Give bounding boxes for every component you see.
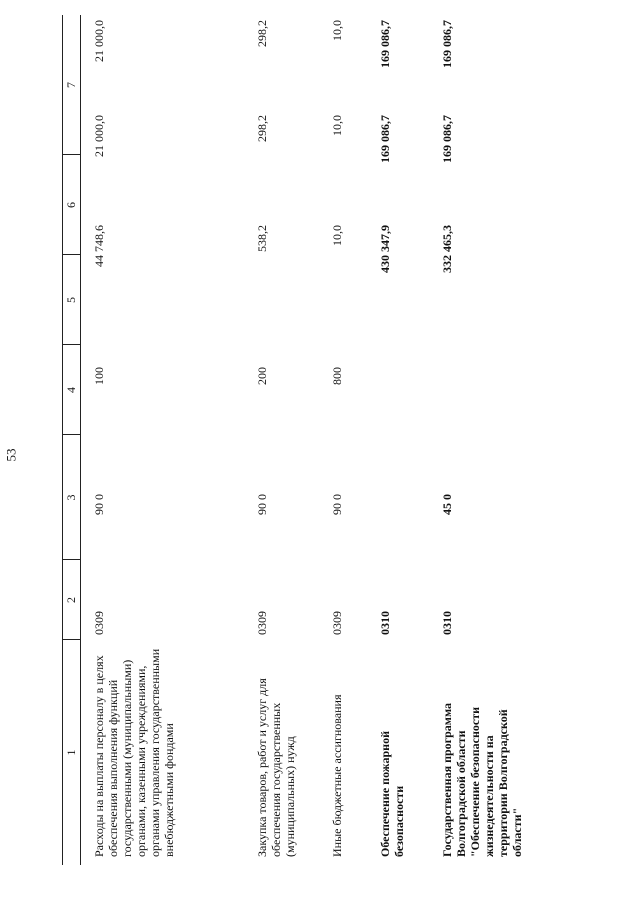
row-amount-col7: 169 086,7 [378,20,392,68]
row-description: Обеспечение пожарной безопасности [378,731,406,857]
row-description: Государственная программа Волгоградской области "Обеспечение безопасности жизнедеятельности на территории Волгоградской области" [440,702,524,857]
row-target-article: 90 0 [330,494,344,515]
row-amount-col5: 430 347,9 [378,225,392,273]
row-amount-col7: 10,0 [330,20,344,41]
row-description: Иные бюджетные ассигнования [330,694,344,857]
row-target-article: 90 0 [92,494,106,515]
header-col-6: 6 [63,202,78,208]
row-amount-col5: 44 748,6 [92,225,106,267]
row-section-code: 0309 [330,611,344,635]
row-amount-col5: 332 465,3 [440,225,454,273]
header-col-3: 3 [63,494,78,501]
row-section-code: 0309 [255,611,269,635]
row-amount-col6: 21 000,0 [92,115,106,157]
row-section-code: 0310 [378,611,392,635]
row-amount-col7: 21 000,0 [92,20,106,62]
row-expense-type: 200 [255,367,269,385]
row-amount-col6: 169 086,7 [378,115,392,163]
row-section-code: 0309 [92,611,106,635]
row-amount-col5: 538,2 [255,225,269,252]
header-col-2: 2 [63,597,78,603]
row-description: Закупка товаров, работ и услуг для обеспечения государственных (муниципальных) нужд [255,678,297,857]
header-col-5: 5 [63,297,78,303]
row-target-article: 90 0 [255,494,269,515]
row-amount-col5: 10,0 [330,225,344,246]
row-amount-col6: 169 086,7 [440,115,454,163]
row-expense-type: 800 [330,367,344,385]
row-section-code: 0310 [440,611,454,635]
page-number-text: 53 [3,448,18,462]
row-target-article: 45 0 [440,494,454,515]
row-amount-col7: 298,2 [255,20,269,47]
row-expense-type: 100 [92,367,106,385]
row-description: Расходы на выплаты персоналу в целях обеспечения выполнения функций государственными (муниципальными) органами, казенными учреждениями, органами управления государственными внебюджетными фондами [92,648,176,857]
header-col-4: 4 [63,387,78,393]
row-amount-col6: 298,2 [255,115,269,142]
row-amount-col7: 169 086,7 [440,20,454,68]
row-amount-col6: 10,0 [330,115,344,136]
header-col-7: 7 [63,82,78,88]
header-col-1: 1 [63,749,78,756]
table-header-rule [80,15,81,865]
